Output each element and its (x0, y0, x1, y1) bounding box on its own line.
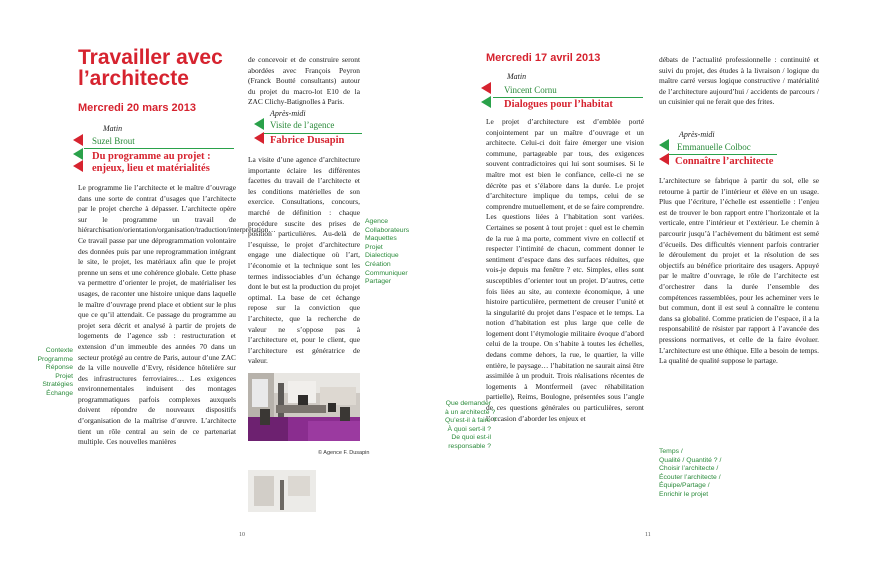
page-number: 11 (645, 532, 651, 538)
keyword: Dialectique (365, 252, 399, 260)
slot-morning: Matin (103, 124, 123, 133)
page-number: 10 (239, 532, 245, 538)
keyword: Création (365, 260, 391, 268)
left-page (0, 0, 445, 575)
keyword: Stratégies (42, 381, 73, 389)
body-column-1 (78, 183, 276, 518)
keyword-list-left (30, 347, 73, 399)
speaker-name: Suzel Brout (92, 136, 135, 146)
question: Qu’est-il à faire ? (445, 417, 497, 425)
body-text: La visite d’une agence d’architecture importante éclaire les différentes facettes du travail de l’architecte et les conditions matérielles de son exercice. Consultations, concours, marché de définition : chaque procédure suscite des prises de position particulières. Au-delà de l’esquisse, le projet d’architecture engage une dialectique où l’art, l’économie et la technique sont les termes indissociables d’un échange dont le but est la production du projet optimal. La base de cet échange repose sur la conviction que l’architecte, que la recherche de valeur ne s’oppose pas à l’architecture et, pour le client, que l’architecture est génératrice de valeur. (248, 155, 360, 366)
office-photo-small-image (248, 470, 316, 512)
body-column-2-top (248, 55, 360, 108)
body-column-2 (248, 155, 360, 366)
session-title-line-2: enjeux, lieu et matérialités (92, 163, 210, 174)
keyword: Contexte (45, 347, 73, 354)
keyword: Écouter l’architecte / (659, 473, 721, 481)
red-marker-icon (73, 160, 83, 172)
right-page (445, 0, 891, 575)
keyword: Temps / (659, 448, 683, 455)
office-photo-small (248, 470, 316, 512)
body-text: de concevoir et de construire seront abordées avec François Peyron (Franck Boutté consultants) autour du projet du macro-lot E10 de la ZAC Clichy-Batignolles à Paris. (248, 55, 360, 107)
session-title (92, 151, 211, 175)
keyword: Collaborateurs (365, 226, 410, 234)
keyword-list-right (365, 218, 425, 287)
page-title (78, 47, 223, 89)
body-column-2-top (659, 55, 819, 108)
green-marker-icon (659, 139, 669, 151)
keyword: Agence (365, 218, 389, 225)
red-marker-icon (659, 153, 669, 165)
session-date: Mercredi 20 mars 2013 (78, 102, 197, 114)
keyword: Communiquer (365, 269, 408, 277)
title-line-2: l’architecte (78, 67, 189, 90)
keyword: Partager (365, 278, 392, 286)
green-marker-icon (73, 148, 83, 160)
question: Que demander (445, 400, 491, 407)
red-marker-icon (254, 132, 264, 144)
slot-afternoon: Après-midi (679, 130, 715, 139)
keyword: Maquettes (365, 235, 397, 243)
keyword: Programme (37, 355, 73, 363)
red-marker-icon (73, 134, 83, 146)
keyword: Équipe/Partage / (659, 482, 710, 490)
question: à un architecte ? (445, 408, 496, 416)
keyword: Choisir l’architecte / (659, 465, 719, 473)
question: responsable ? (448, 442, 491, 450)
body-text: Le programme lie l’architecte et le maître d’ouvrage dans une sorte de contrat d’usages que l’architecte par le projet cherche à dépasser. L’architecte opère sur le programme un travail de hiérarchisation/orientation/organisation/traduction/interprétation… Ce travail passe par une déprogrammation volontaire des données puis par une reprogrammation intégrant le site, le projet, les matériaux afin que le projet prenne un sens et une cohérence globale. Cette phase va permettre d’orienter le projet, de matérialiser les usages, de raconter une histoire unique dans laquelle le maître d’ouvrage prend place et obtient sur le plus que ce qu’il attendait. Ce passage du programme au projet sera décrit et analysé à partir de projets de logements de l’agence ssb : restructuration et extension d’un immeuble des années 70 dans un secteur protégé au centre de Paris, autour d’une ZAC de la ville nouvelle d’Evry, résidence hôtelière sur des infrastructures ferroviaires… Les exigences environnementales induisent des montages programmatiques parfois complexes auxquels doivent répondre de nouveaux dispositifs d’organisation de la maîtrise d’œuvre. L’architecte tient un rôle central au sein de ce partenariat multiple. Ces nouvelles manières (78, 183, 276, 447)
slot-afternoon: Après-midi (270, 109, 306, 118)
keyword: Projet (55, 372, 73, 380)
speaker-name: Visite de l’agence (270, 120, 335, 130)
session-title: Fabrice Dusapin (270, 135, 345, 146)
question: De quoi est-il (451, 434, 491, 442)
slot-morning: Matin (507, 72, 527, 81)
keyword: Échange (46, 389, 73, 397)
title-line-1: Travailler avec (78, 46, 223, 69)
body-text: Le projet d’architecture est d’emblée porté conjointement par un maître d’ouvrage et un architecte. Celui-ci doit faire émerger une vision commune, partageable par tous, des exigences souvent contradictoires qui lui sont soumises. Si le maître mot est bien le confiance, celle-ci ne se décrète pas et s’élabore dans la durée. Le projet d’architecture implique du temps, celui de se comprendre mutuellement, et de se faire comprendre. Les questions liées à l’habitation sont variées. Certaines se posent à tout projet : quel est le chemin de la rue à ma porte, comment vivre en collectif et respecter l’intimité de chacun, comment donner le sentiment d’espace dans des surfaces réduites, que vois-je depuis ma fenêtre ? etc. Simples, elles sont susceptibles d’orienter tout un projet. D’autres, cette fois liées au site, au contexte économique, à une histoire particulière, permettent de creuser l’unité et la singularité du projet dans l’espace et le temps. La notion d’habitation est plus large que celle de logement dont l’étymologie militaire évoque d’abord celui de la troupe. On s’habite à toutes les échelles, dedans comme dehors, la rue, le quartier, la ville entière, le paysage… l’habitation ne saurait ainsi être assimilée à un produit. Trois réalisations récentes de logements à Montfermeil (avec réhabilitation partielle), Reims, Boulogne, présentées sous l’angle de ces questions générales ou particulières, seront l’occasion d’aborder les enjeux et (486, 117, 645, 423)
keyword: Projet (365, 243, 383, 251)
speaker-name: Emmanuelle Colboc (677, 142, 751, 152)
keyword: Enrichir le projet (659, 490, 709, 498)
red-marker-icon (481, 82, 491, 94)
office-photo-image (248, 373, 360, 441)
session-title: Connaître l’architecte (675, 156, 774, 167)
session-title-line-1: Du programme au projet : (92, 151, 211, 162)
body-column-1 (486, 117, 644, 527)
body-text: débats de l’actualité professionnelle : continuité et suivi du projet, des études à la livraison / logique du maître carré versus logique constructive / matérialité de l’architecture aujourd’hui / accidents de parcours / un cuisinier qui ne ferait que des frites. (659, 55, 819, 107)
session-date: Mercredi 17 avril 2013 (486, 52, 601, 64)
body-column-2 (659, 176, 819, 441)
green-rule (262, 133, 362, 134)
green-rule (84, 148, 234, 149)
green-marker-icon (481, 96, 491, 108)
question-list (445, 400, 497, 452)
green-marker-icon (254, 118, 264, 130)
office-photo (248, 373, 360, 441)
photo-caption: © Agence F. Dusapin (318, 450, 370, 456)
keyword: Réponse (45, 364, 73, 372)
green-rule (667, 154, 777, 155)
session-title: Dialogues pour l’habitat (504, 99, 613, 110)
keyword: Qualité / Quantité ? / (659, 456, 722, 464)
green-rule (493, 97, 643, 98)
question: À quoi sert-il ? (447, 425, 491, 433)
keyword-list (659, 448, 819, 500)
speaker-name: Vincent Cornu (504, 85, 557, 95)
body-text: L’architecture se fabrique à partir du sol, elle se retourne à partir de l’intérieur et élève en un usage. Plus que l’écriture, l’échelle est essentielle : l’enjeu est de trouver le bon rapport entre l’horizontale et la verticale, entre l’intérieur et l’extérieur. Le chemin à parcourir jusqu’à l’achèvement du bâtiment est semé d’écueils. Des difficultés viennent parfois contrarier le déroulement du projet et la résolution de ses objectifs au bénéfice prioritaire des usagers. Appuyé par le maître d’ouvrage, le rôle de l’architecte est d’orchestrer dans la durée l’ensemble des compétences rassemblées, pour les acheminer vers le but commun, dont il est seul à connaître le contenu dans sa globalité. Comme praticien de l’espace, il a la responsabilité de résister par rapport à l’avancée des pressions normatives, et celle de la faire évoluer. L’architecture est une éthique. Elle a besoin de temps. La qualité de qualité suppose le partage. (659, 176, 819, 366)
